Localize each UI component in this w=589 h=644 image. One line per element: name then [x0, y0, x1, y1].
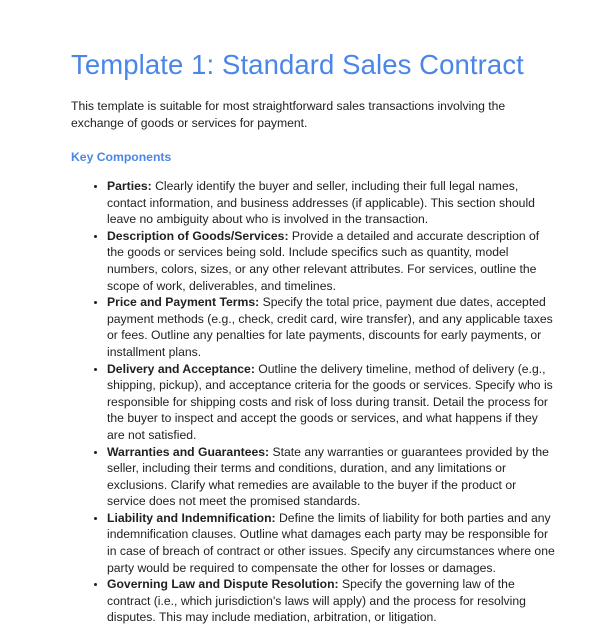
- list-item: [107, 294, 557, 360]
- page-title: Template 1: Standard Sales Contract: [71, 49, 524, 80]
- list-item-term: Warranties and Guarantees:: [107, 444, 270, 459]
- list-item-text: Specify the governing law of the contract (i.e., which jurisdiction's laws will apply) and the process for resolving disputes. This may include mediation, arbitration, or litigation.: [107, 577, 526, 625]
- list-item-text: Clearly identify the buyer and seller, including their full legal names, contact information, and business addresses (if applicable). This section should leave no ambiguity about who is involved in the transaction.: [107, 179, 535, 227]
- list-item-term: Parties:: [107, 179, 152, 193]
- list-item-term: Delivery and Acceptance:: [107, 361, 255, 376]
- list-item: [107, 361, 557, 444]
- list-item-text: Specify the total price, payment due dates, accepted payment methods (e.g., check, credit card, wire transfer), and any applicable taxes or fees. Outline any penalties for late payments, discounts for early payments, or installment plans.: [107, 295, 553, 359]
- list-item: [107, 576, 557, 626]
- list-item-text: Outline the delivery timeline, method of delivery (e.g., shipping, pickup), and acceptance criteria for the goods or services. Specify who is responsible for shipping costs and risk of loss during transit. Detail the process for the buyer to inspect and accept the goods or services, and what happens if they are not satisfied.: [107, 361, 553, 442]
- list-item: [107, 228, 557, 294]
- intro-paragraph: This template is suitable for most straightforward sales transactions involving the exchange of goods or services for payment.: [71, 99, 506, 130]
- list-item: [107, 444, 557, 510]
- list-item-text: State any warranties or guarantees provided by the seller, including their terms and conditions, duration, and any limitations or exclusions. Clarify what remedies are available to the buyer if the product or service does not meet the promised standards.: [107, 444, 549, 509]
- list-item: [107, 178, 557, 228]
- list-item-term: Price and Payment Terms:: [107, 295, 260, 310]
- list-item-term: Governing Law and Dispute Resolution:: [107, 577, 339, 592]
- list-item-text: Define the limits of liability for both parties and any indemnification clauses. Outline what damages each party may be responsible for in case of breach of contract or other issues. Specify any circumstances where one party would be required to compensate the other for losses or damages.: [107, 510, 555, 575]
- section-heading-key-components: Key Components: [71, 150, 172, 164]
- key-components-list: [89, 178, 557, 626]
- list-item-text: Provide a detailed and accurate description of the goods or services being sold. Include specifics such as quantity, model numbers, colors, sizes, or any other relevant attributes. For services, outline the scope of work, deliverables, and timelines.: [107, 228, 540, 293]
- list-item-term: Description of Goods/Services:: [107, 228, 289, 243]
- list-item: [107, 510, 557, 576]
- list-item-term: Liability and Indemnification:: [107, 510, 276, 525]
